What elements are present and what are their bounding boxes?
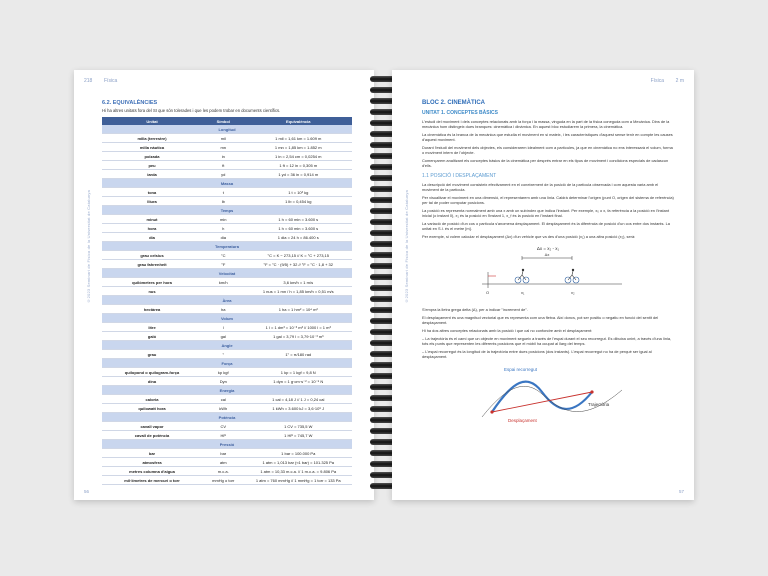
unit-cell: minut [102,215,202,224]
symbol-cell: °F [202,260,245,269]
category-row [102,359,352,368]
equivalence-cell: 1 h = 60 min = 3.600 s [245,215,353,224]
table-row [102,278,352,287]
displacement-figure [422,242,674,304]
symbol-cell: gal [202,332,245,341]
symbol-cell: mil [202,134,245,143]
table-row [102,404,352,413]
open-book [74,70,694,502]
equivalence-cell: 1 atm = 1,013 bar (≈1 bar) = 101.325 Pa [245,458,353,467]
table-row [102,224,352,233]
symbol-cell: bar [202,449,245,458]
category-row [102,269,352,278]
equivalence-cell: 1 in = 2,54 cm = 0,0254 m [245,152,353,161]
category-row [102,440,352,449]
unit-cell: polzada [102,152,202,161]
unit-cell: milla nàutica [102,143,202,152]
category-label: Àrea [102,296,352,305]
left-sidebar-text: ©2023 Seminari de Física de la Universitat de Catalunya [86,190,91,304]
symbol-cell: km/h [202,278,245,287]
table-row [102,287,352,296]
paragraph-6: Per visualitzar el moviment en una dimensió, el representarem amb una línia. Caldrà determinar l'origen (punt O, origen del sistema de referència) per tal de poder computar posicions. [422,195,674,205]
table-row [102,152,352,161]
displacement-formula: Δx = x₂ - x₁ [536,246,560,251]
table-row [102,170,352,179]
unit-cell: litre [102,323,202,332]
espai-recorregut-curve [492,382,592,412]
symbol-cell: °C [202,251,245,260]
equivalence-cell: 1 yd = 36 in = 0,914 m [245,170,353,179]
table-row [102,188,352,197]
equivalence-cell: 1 l = 1 dm³ = 10⁻³ m³ // 1000 l = 1 m³ [245,323,353,332]
displacement-svg [422,242,674,304]
table-row [102,332,352,341]
symbol-cell: HP [202,431,245,440]
symbol-cell: atm [202,458,245,467]
category-label: Longitud [102,125,352,134]
equivalence-cell: 1 kWh = 3.600 kJ = 3,6·10⁶ J [245,404,353,413]
paragraph-4: Començarem analitzant els conceptes bàsics de la cinemàtica per després entrar en els tipus de moviment i condicions especials de cadascun d'ells. [422,158,669,168]
unit-cell: hora [102,224,202,233]
category-label: Temperatura [102,242,352,251]
right-sidebar-text: ©2023 Seminari de Física de la Universitat de Catalunya [404,190,409,304]
symbol-cell: h [202,224,245,233]
equivalence-cell: 1 atm = 760 mmHg // 1 mmHg = 1 torr = 133 Pa [245,476,353,485]
paragraph-2: La cinemàtica és la branca de la mecànica que estudia el moviment en si mateix, i les característiques d'aquest sense tenir en compte les causes d'aquest moviment. [422,132,673,142]
equivalence-cell: 1 h = 60 min = 3.600 s [245,224,353,233]
symbol-cell [202,287,245,296]
table-row [102,251,352,260]
trajectory-figure [422,362,674,430]
category-label: Angle [102,341,352,350]
left-page [74,70,374,500]
equivalence-cell: 1 mn = 1,85 km = 1.852 m [245,143,353,152]
equivalence-cell: 1 gal = 3,79 l = 3,79·10⁻³ m³ [245,332,353,341]
table-row [102,395,352,404]
espai-label: Espai recorregut [504,367,538,372]
table-row [102,161,352,170]
category-row [102,386,352,395]
right-header-subject: Física [650,78,664,84]
category-label: Velocitat [102,269,352,278]
unit-title: UNITAT 1. CONCEPTES BÀSICS [422,110,498,116]
unit-cell: cavall de potència [102,431,202,440]
table-row [102,260,352,269]
category-label: Força [102,359,352,368]
table-row [102,305,352,314]
section-intro: Hi ha altres unitats fora del SI que són tolerades i que les podem trobar en documents científics. [102,108,281,113]
category-row [102,296,352,305]
unit-cell: bar [102,449,202,458]
unit-cell: galó [102,332,202,341]
table-header-row [102,117,352,125]
category-row [102,341,352,350]
category-label: Pressió [102,440,352,449]
unit-cell: quilopond o quilogram-força [102,368,202,377]
table-row [102,323,352,332]
left-header-page-label: 218 [84,78,93,84]
category-row [102,242,352,251]
symbol-cell: dia [202,233,245,242]
unit-cell: lliura [102,197,202,206]
paragraph-5: La descripció del moviment consisteix efectivament en el coneixement de la posició de la partícula observada i com aquesta varia amb el moviment de la partícula. [422,182,659,192]
table-row [102,233,352,242]
symbol-cell: yd [202,170,245,179]
table-row [102,458,352,467]
category-label: Massa [102,179,352,188]
equivalence-cell: 1 dyn = 1 g·cm·s⁻² = 10⁻⁵ N [245,377,353,386]
symbol-cell: m.c.a. [202,467,245,476]
delta-x-label: Δx [544,252,550,257]
table-row [102,143,352,152]
unit-cell: atmosfera [102,458,202,467]
table-row [102,377,352,386]
x1-label: x₁ [521,290,525,295]
category-row [102,206,352,215]
table-body [102,125,352,485]
unit-cell: peu [102,161,202,170]
symbol-cell: t [202,188,245,197]
bloc-title: BLOC 2. CINEMÀTICA [422,100,485,106]
left-header-subject: Física [104,78,118,84]
equivalence-cell: 1 dia = 24 h = 86.400 s [245,233,353,242]
right-page [392,70,694,500]
paragraph-10: S'empra la lletra grega delta (Δ), per a indicar "increment de". [422,307,528,312]
table-row [102,197,352,206]
unit-cell: iarda [102,170,202,179]
symbol-cell: mmHg o torr [202,476,245,485]
unit-cell: grau celsius [102,251,202,260]
paragraph-14: – L'espai recorregut és la longitud de la trajectòria entre dues posicions (dos instants). L'espai recorregut no ha de perquè ser igual al desplaçament. [422,349,652,359]
desplacament-label: Desplaçament [508,418,537,423]
symbol-cell: mn [202,143,245,152]
equivalence-cell: 1 kp = 1 kgf = 9,8 N [245,368,353,377]
cyclist-2-icon [565,269,579,283]
equivalence-cell: 1 atm = 10,33 m.c.a. // 1 m.c.a. = 9.806 Pa [245,467,353,476]
symbol-cell: CV [202,422,245,431]
symbol-cell: ha [202,305,245,314]
trajectoria-label: Trajectòria [588,402,610,407]
symbol-cell: kWh [202,404,245,413]
paragraph-11: El desplaçament és una magnitud vectorial que es representa com una fletxa. Així doncs, pot ser positiu o negatiu en funció del sentit del desplaçament. [422,315,659,325]
unit-cell: tona [102,188,202,197]
equivalence-cell: °F = °C · (9/5) + 32 // °F = °C · 1,8 + 32 [245,260,353,269]
unit-cell: milla (terrestre) [102,134,202,143]
unit-cell: mil·límetres de mercuri o torr [102,476,202,485]
x2-label: x₂ [571,290,575,295]
trajectory-svg [422,362,674,430]
origin-label: O [486,290,490,295]
right-content [422,100,674,430]
left-content [102,100,352,485]
table-row [102,134,352,143]
table-row [102,422,352,431]
symbol-cell: kp kgf [202,368,245,377]
unit-cell: hectàrea [102,305,202,314]
equivalence-cell: 1° = π/180 rad [245,350,353,359]
symbol-cell: cal [202,395,245,404]
category-row [102,179,352,188]
unit-cell: nus [102,287,202,296]
table-row [102,350,352,359]
left-page-number: 56 [84,489,90,494]
paragraph-8: La variació de posició d'un cos o partícula s'anomena desplaçament. El desplaçament és la diferència de posició d'un cos entre dos instants. La unitat en S.I. és el metre [m]. [422,221,670,231]
unit-cell: dia [102,233,202,242]
unit-cell: quilowatt hora [102,404,202,413]
paragraph-13: – La trajectòria és el camí que un objecte en moviment segueix a través de l'espai durant el seu recorregut. Es dibuixa unint, a través d'una línia, tots els punts que representen les diferents posicions que el mòbil ha ocupat al llarg del temps. [422,336,672,346]
start-point [490,410,493,413]
equivalence-cell: 1 lb = 0,454 kg [245,197,353,206]
category-label: Volum [102,314,352,323]
category-row [102,413,352,422]
cyclist-1-icon [515,269,529,283]
equivalence-cell: °C = K − 273,15 // K = °C + 273,15 [245,251,353,260]
category-row [102,314,352,323]
paragraph-12: Hi ha dos altres conceptes relacionats amb la posició i que cal no confondre amb el desplaçament: [422,328,593,333]
category-label: Potència [102,413,352,422]
paragraph-3: Durant l'estudi del moviment dels objectes, els considerarem idealment com a partícules, ja que en cinemàtica no ens interessarà el volum, forma o moviment intern de l'objecte. [422,145,673,155]
unit-cell: metres columna d'aigua [102,467,202,476]
unit-cell: quilòmetres per hora [102,278,202,287]
equivalence-cell: 1 ft = 12 in = 0,305 m [245,161,353,170]
right-page-number: 57 [678,489,684,494]
end-point [590,390,593,393]
table-row [102,476,352,485]
equivalence-cell: 1 t = 10³ kg [245,188,353,197]
unit-cell: grau [102,350,202,359]
category-label: Energia [102,386,352,395]
symbol-cell: min [202,215,245,224]
unit-cell: grau fahrenheit [102,260,202,269]
symbol-cell: l [202,323,245,332]
header-equivalencia: Equivalència [245,117,353,125]
desplacament-vector [492,392,592,412]
table-row [102,449,352,458]
equivalence-cell: 1 mil = 1,61 km = 1.609 m [245,134,353,143]
table-row [102,368,352,377]
table-row [102,431,352,440]
unit-cell: cavall vapor [102,422,202,431]
equivalence-cell: 3,6 km/h = 1 m/s [245,278,353,287]
header-unitat: Unitat [102,117,202,125]
paragraph-1: L'estudi del moviment i dels conceptes relacionats amb la força i la massa, vinguda en la part de la física coneguda com a Mecànica. Dins de la mecànica hom distingeix dues branques: cinemàtica i dinàmica. En aquest bloc estudiarem la primera, la cinemàtica. [422,119,670,129]
symbol-cell: ft [202,161,245,170]
section-title: 6.2. EQUIVALÈNCIES [102,100,158,106]
unit-cell: caloria [102,395,202,404]
unit-cell: dina [102,377,202,386]
symbol-cell: lb [202,197,245,206]
equivalence-cell: 1 nus = 1 mn / h = 1,85 km/h = 0,51 m/s [245,287,353,296]
table-row [102,467,352,476]
subsection-title: 1.1 POSICIÓ I DESPLAÇAMENT [422,173,497,179]
category-row [102,125,352,134]
equivalence-cell: 1 cal = 4,18 J // 1 J = 0,24 cal [245,395,353,404]
right-header-page-label: 2 m [675,78,684,84]
equivalences-table [102,117,352,485]
equivalence-cell: 1 CV = 735,5 W [245,422,353,431]
table-row [102,215,352,224]
symbol-cell: in [202,152,245,161]
paragraph-9: Per exemple, si volem calcular el desplaçament (Δx) d'un vehicle que va des d'una posició (x₁) a una altra posició (x₂), serà: [422,234,636,239]
symbol-cell: Dyn [202,377,245,386]
category-label: Temps [102,206,352,215]
equivalence-cell: 1 ha = 1 hm² = 10⁴ m² [245,305,353,314]
equivalence-cell: 1 bar = 100.000 Pa [245,449,353,458]
header-simbol: Símbol [202,117,245,125]
equivalence-cell: 1 HP = 745,7 W [245,431,353,440]
symbol-cell: ° [202,350,245,359]
paragraph-7: La posició es representa normalment amb una x amb un subíndex que indica l'instant. Per exemple, x₀ o x, fa referència a la posició en l'instant inicial (o instant 0), x₁ és la posició en l'instant 1, x_f és la posició en l'instant final. [422,208,670,218]
